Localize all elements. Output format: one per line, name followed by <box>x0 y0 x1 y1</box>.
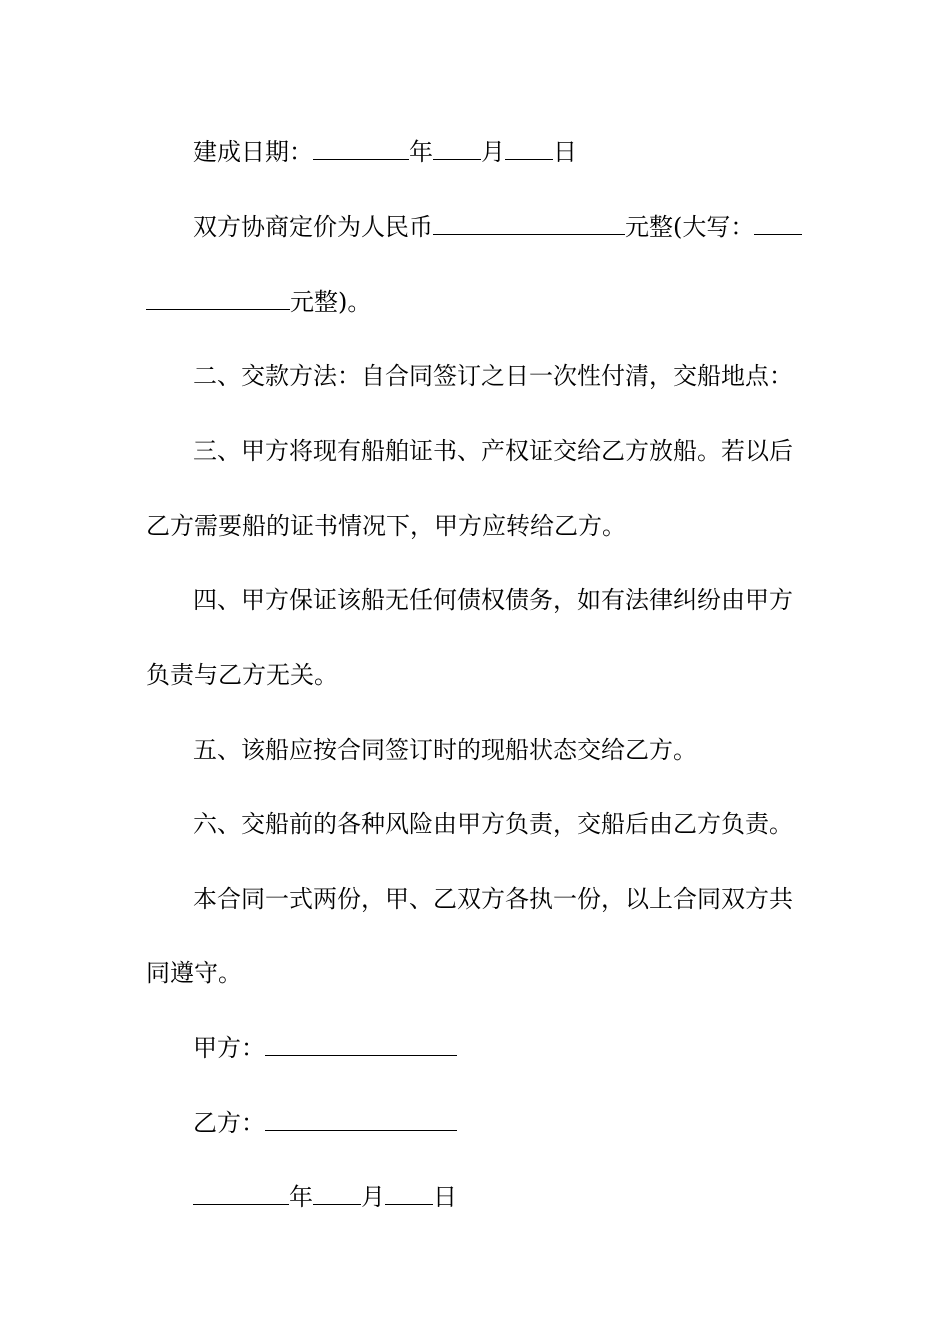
price-uppercase-blank-2 <box>146 287 290 310</box>
sign-year-blank <box>193 1182 289 1205</box>
party-a-line <box>193 1033 457 1063</box>
party-a-label: 甲方： <box>193 1034 265 1062</box>
party-b-blank <box>265 1108 457 1131</box>
build-date-label: 建成日期： <box>193 138 313 166</box>
sign-month-label: 月 <box>361 1183 385 1211</box>
price-end: 元整)。 <box>290 288 372 316</box>
build-day-blank <box>505 137 553 160</box>
price-prefix: 双方协商定价为人民币 <box>193 213 433 241</box>
closing-line-2: 同遵守。 <box>146 959 242 987</box>
clause-3-line-1: 三、甲方将现有船舶证书、产权证交给乙方放船。若以后 <box>193 437 793 465</box>
build-month-blank <box>433 137 481 160</box>
day-label: 日 <box>553 138 577 166</box>
build-date-line <box>193 137 577 167</box>
sign-year-label: 年 <box>289 1183 313 1211</box>
price-amount-blank <box>433 212 625 235</box>
price-suffix: 元整(大写： <box>625 213 755 241</box>
year-label: 年 <box>409 138 433 166</box>
sign-day-blank <box>385 1182 433 1205</box>
clause-3-line-2: 乙方需要船的证书情况下，甲方应转给乙方。 <box>146 512 626 540</box>
build-year-blank <box>313 137 409 160</box>
closing-line-1: 本合同一式两份，甲、乙双方各执一份，以上合同双方共 <box>193 885 793 913</box>
sign-month-blank <box>313 1182 361 1205</box>
clause-5: 五、该船应按合同签订时的现船状态交给乙方。 <box>193 736 697 764</box>
party-b-line <box>193 1108 457 1138</box>
party-b-label: 乙方： <box>193 1109 265 1137</box>
month-label: 月 <box>481 138 505 166</box>
price-line-1 <box>193 212 802 242</box>
price-line-2 <box>146 287 371 317</box>
price-uppercase-blank-1 <box>754 212 802 235</box>
sign-day-label: 日 <box>433 1183 457 1211</box>
clause-4-line-1: 四、甲方保证该船无任何债权债务，如有法律纠纷由甲方 <box>193 586 793 614</box>
sign-date-line <box>193 1182 457 1212</box>
party-a-blank <box>265 1033 457 1056</box>
clause-2: 二、交款方法：自合同签订之日一次性付清，交船地点： <box>193 362 793 390</box>
clause-4-line-2: 负责与乙方无关。 <box>146 661 338 689</box>
clause-6: 六、交船前的各种风险由甲方负责，交船后由乙方负责。 <box>193 810 793 838</box>
